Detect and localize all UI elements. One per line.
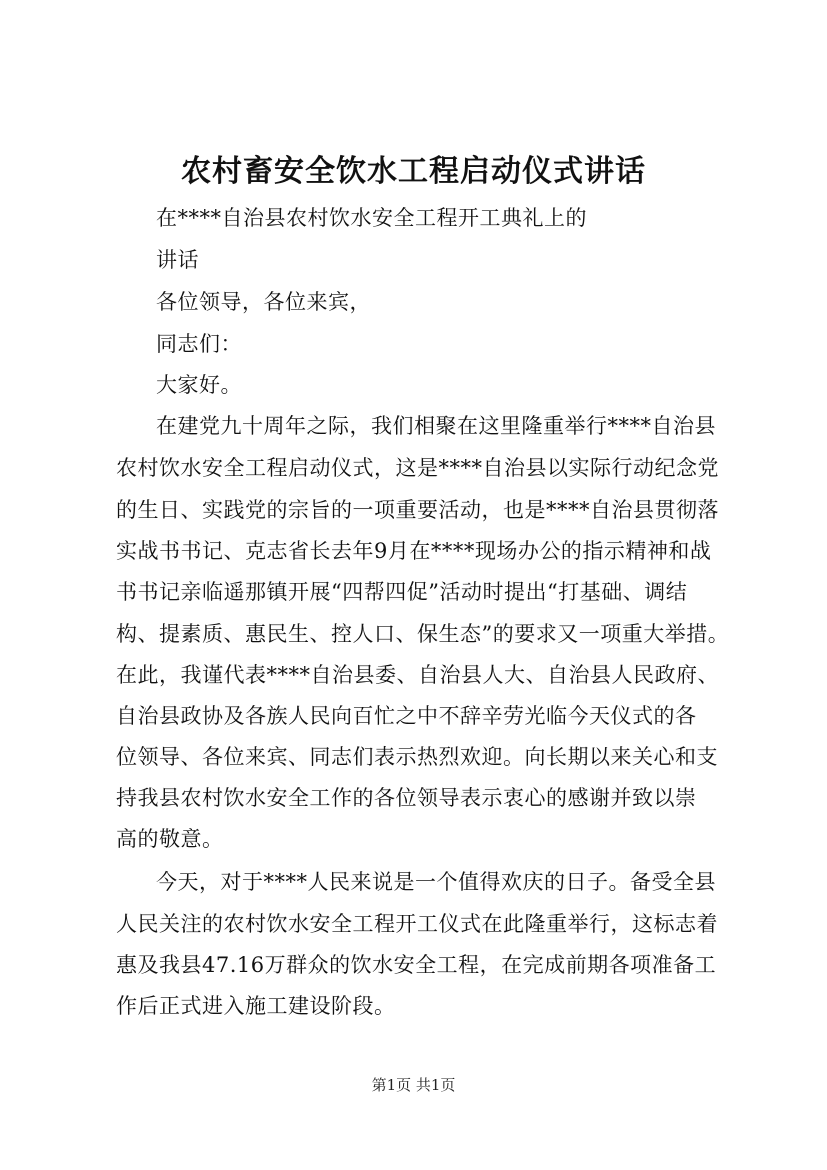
paragraph-line: 在建党九十周年之际，我们相聚在这里隆重举行****自治县 [156, 414, 716, 438]
document-title: 农村畜安全饮水工程启动仪式讲话 [181, 154, 646, 189]
paragraph-line: 持我县农村饮水安全工作的各位领导表示衷心的感谢并致以崇 [116, 786, 697, 810]
paragraph-line: 今天，对于****人民来说是一个值得欢庆的日子。备受全县 [156, 870, 716, 894]
subtitle-line-1: 在****自治县农村饮水安全工程开工典礼上的 [156, 206, 587, 230]
paragraph-line: 自治县政协及各族人民向百忙之中不辞辛劳光临今天仪式的各 [116, 704, 697, 728]
paragraph-line: 农村饮水安全工程启动仪式，这是****自治县以实际行动纪念党 [116, 456, 719, 480]
subtitle-line-2: 讲话 [156, 248, 199, 272]
paragraph-line: 在此，我谨代表****自治县委、自治县人大、自治县人民政府、 [116, 663, 719, 687]
paragraph-line: 高的敬意。 [116, 827, 224, 851]
paragraph-line: 人民关注的农村饮水安全工程开工仪式在此隆重举行，这标志着 [116, 912, 718, 936]
paragraph-line: 惠及我县47.16万群众的饮水安全工程，在完成前期各项准备工 [116, 953, 717, 977]
page-number-footer: 第1页 共1页 [371, 1076, 456, 1094]
paragraph-line: 构、提素质、惠民生、控人口、保生态”的要求又一项重大举措。 [116, 622, 730, 646]
salutation-line: 各位领导，各位来宾， [156, 290, 371, 314]
salutation-line: 同志们： [156, 332, 242, 356]
paragraph-line: 书书记亲临遥那镇开展“四帮四促”活动时提出“打基础、调结 [116, 580, 688, 604]
paragraph-line: 的生日、实践党的宗旨的一项重要活动，也是****自治县贯彻落 [116, 498, 719, 522]
paragraph-line: 位领导、各位来宾、同志们表示热烈欢迎。向长期以来关心和支 [116, 745, 718, 769]
greeting-line: 大家好。 [156, 373, 242, 397]
paragraph-line: 作后正式进入施工建设阶段。 [116, 994, 396, 1018]
paragraph-line: 实战书书记、克志省长去年9月在****现场办公的指示精神和战 [116, 539, 712, 563]
